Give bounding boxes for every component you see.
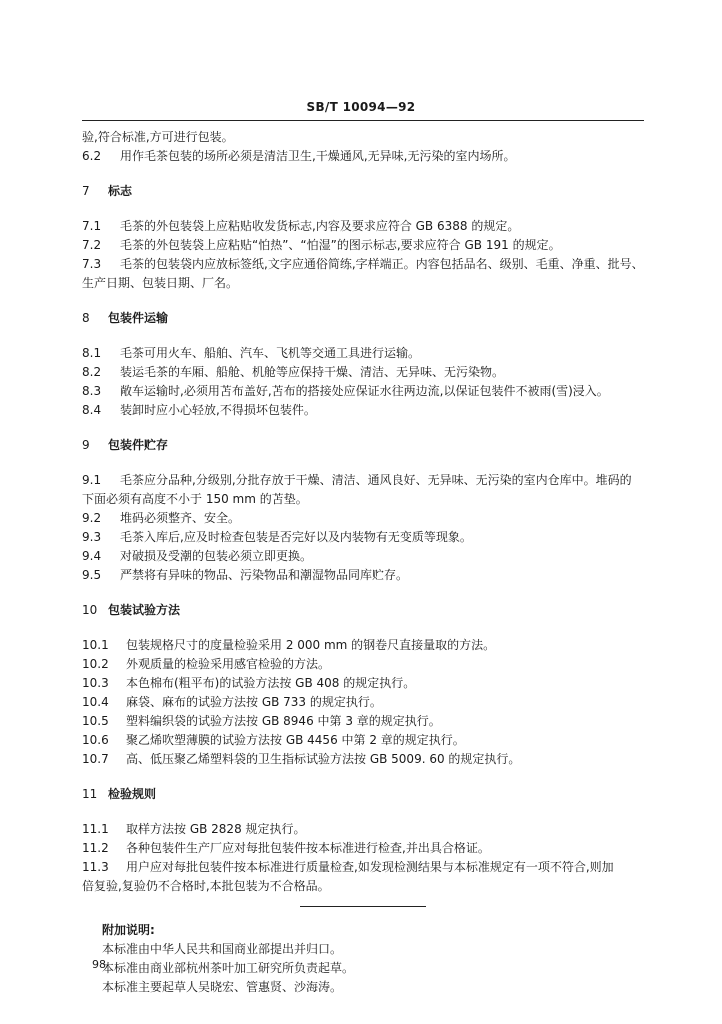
clause-9-1 <box>82 471 644 490</box>
clause-text: 包装规格尺寸的度量检验采用 2 000 mm 的钢卷尺直接量取的方法。 <box>126 638 496 652</box>
clause-number: 10.4 <box>82 695 109 709</box>
clause-text: 本色棉布(粗平布)的试验方法按 GB 408 的规定执行。 <box>126 676 416 690</box>
notes-title: 附加说明: <box>102 923 155 937</box>
clause-number: 10.5 <box>82 714 109 728</box>
clause-text: 毛茶的包装袋内应放标签纸,文字应通俗简练,字样端正。内容包括品名、级别、毛重、净重、批号、 <box>120 257 644 271</box>
clause-text: 高、低压聚乙烯塑料袋的卫生指标试验方法按 GB 5009. 60 的规定执行。 <box>126 752 521 766</box>
clause-text: 用作毛茶包装的场所必须是清洁卫生,干燥通风,无异味,无污染的室内场所。 <box>120 149 516 163</box>
clause-text: 严禁将有异味的物品、污染物品和潮湿物品同库贮存。 <box>120 568 409 582</box>
clause-6-2 <box>82 147 644 166</box>
notes-line: 本标准主要起草人吴晓宏、管惠贤、沙海涛。 <box>102 980 343 994</box>
section-8-heading <box>82 309 644 328</box>
document-body <box>82 128 644 997</box>
clause-11-3-continuation: 倍复验,复验仍不合格时,本批包装为不合格品。 <box>82 879 330 893</box>
section-9-heading <box>82 436 644 455</box>
clause-number: 11.3 <box>82 860 109 874</box>
clause-number: 9.4 <box>82 549 102 563</box>
clause-9-1-continuation: 下面必须有高度不小于 150 mm 的苫垫。 <box>82 492 308 506</box>
document-header: SB/T 10094—92 <box>306 100 416 114</box>
clause-text: 装卸时应小心轻放,不得损坏包装件。 <box>120 403 316 417</box>
additional-notes <box>82 921 644 997</box>
page-number: 98 <box>92 958 106 971</box>
clause-number: 8.3 <box>82 384 102 398</box>
clause-7-3-continuation: 生产日期、包装日期、厂名。 <box>82 276 239 290</box>
clause-number: 9.1 <box>82 473 102 487</box>
clause-number: 11.2 <box>82 841 109 855</box>
clause-10-4 <box>82 693 644 712</box>
clause-number: 9.2 <box>82 511 102 525</box>
section-divider <box>300 906 426 907</box>
clause-text: 毛茶可用火车、船舶、汽车、飞机等交通工具进行运输。 <box>120 346 421 360</box>
section-number: 11 <box>82 787 98 801</box>
section-title: 包装试验方法 <box>108 603 181 617</box>
section-10-heading <box>82 601 644 620</box>
clause-text: 外观质量的检验采用感官检验的方法。 <box>126 657 331 671</box>
clause-text: 聚乙烯吹塑薄膜的试验方法按 GB 4456 中第 2 章的规定执行。 <box>126 733 465 747</box>
clause-10-5 <box>82 712 644 731</box>
clause-number: 10.7 <box>82 752 109 766</box>
clause-text: 堆码必须整齐、安全。 <box>120 511 241 525</box>
continuation-line: 验,符合标准,方可进行包装。 <box>82 130 234 144</box>
clause-7-2 <box>82 236 644 255</box>
clause-text: 毛茶入库后,应及时检查包装是否完好以及内装物有无变质等现象。 <box>120 530 472 544</box>
clause-text: 麻袋、麻布的试验方法按 GB 733 的规定执行。 <box>126 695 382 709</box>
header-rule <box>82 120 644 121</box>
clause-9-3 <box>82 528 644 547</box>
clause-9-5 <box>82 566 644 585</box>
clause-8-2 <box>82 363 644 382</box>
clause-9-4 <box>82 547 644 566</box>
clause-text: 各种包装件生产厂应对每批包装件按本标准进行检查,并出具合格证。 <box>126 841 490 855</box>
clause-number: 10.3 <box>82 676 109 690</box>
section-number: 9 <box>82 438 90 452</box>
clause-text: 塑料编织袋的试验方法按 GB 8946 中第 3 章的规定执行。 <box>126 714 441 728</box>
notes-line: 本标准由商业部杭州茶叶加工研究所负责起草。 <box>102 961 355 975</box>
clause-10-7 <box>82 750 644 769</box>
clause-11-3 <box>82 858 644 877</box>
clause-number: 7.3 <box>82 257 102 271</box>
section-title: 包装件运输 <box>108 311 169 325</box>
section-11-heading <box>82 785 644 804</box>
clause-number: 10.6 <box>82 733 109 747</box>
clause-8-4 <box>82 401 644 420</box>
clause-9-2 <box>82 509 644 528</box>
section-number: 8 <box>82 311 90 325</box>
section-number: 7 <box>82 184 90 198</box>
clause-text: 毛茶的外包装袋上应粘贴收发货标志,内容及要求应符合 GB 6388 的规定。 <box>120 219 520 233</box>
section-title: 包装件贮存 <box>108 438 169 452</box>
clause-number: 9.5 <box>82 568 102 582</box>
clause-number: 10.2 <box>82 657 109 671</box>
clause-8-1 <box>82 344 644 363</box>
clause-text: 装运毛茶的车厢、船舱、机舱等应保持干燥、清洁、无异味、无污染物。 <box>120 365 505 379</box>
clause-10-3 <box>82 674 644 693</box>
clause-number: 8.2 <box>82 365 102 379</box>
clause-number: 6.2 <box>82 149 102 163</box>
section-title: 标志 <box>108 184 133 198</box>
clause-number: 11.1 <box>82 822 109 836</box>
clause-number: 7.1 <box>82 219 102 233</box>
clause-10-6 <box>82 731 644 750</box>
clause-text: 用户应对每批包装件按本标准进行质量检查,如发现检测结果与本标准规定有一项不符合,则加 <box>126 860 614 874</box>
clause-7-1 <box>82 217 644 236</box>
clause-text: 取样方法按 GB 2828 规定执行。 <box>126 822 306 836</box>
notes-line: 本标准由中华人民共和国商业部提出并归口。 <box>102 942 343 956</box>
clause-text: 毛茶的外包装袋上应粘贴“怕热”、“怕湿”的图示标志,要求应符合 GB 191 的规定。 <box>120 238 561 252</box>
section-7-heading <box>82 182 644 201</box>
clause-10-2 <box>82 655 644 674</box>
section-number: 10 <box>82 603 98 617</box>
clause-number: 9.3 <box>82 530 102 544</box>
clause-11-2 <box>82 839 644 858</box>
clause-10-1 <box>82 636 644 655</box>
clause-text: 毛茶应分品种,分级别,分批存放于干燥、清洁、通风良好、无异味、无污染的室内仓库中。堆码的 <box>120 473 632 487</box>
clause-number: 10.1 <box>82 638 109 652</box>
section-title: 检验规则 <box>108 787 157 801</box>
clause-number: 8.4 <box>82 403 102 417</box>
clause-number: 8.1 <box>82 346 102 360</box>
clause-7-3 <box>82 255 644 274</box>
clause-8-3 <box>82 382 644 401</box>
clause-11-1 <box>82 820 644 839</box>
clause-text: 敞车运输时,必须用苫布盖好,苫布的搭接处应保证水往两边流,以保证包装件不被雨(雪)浸入。 <box>120 384 609 398</box>
clause-number: 7.2 <box>82 238 102 252</box>
clause-text: 对破损及受潮的包装必须立即更换。 <box>120 549 313 563</box>
